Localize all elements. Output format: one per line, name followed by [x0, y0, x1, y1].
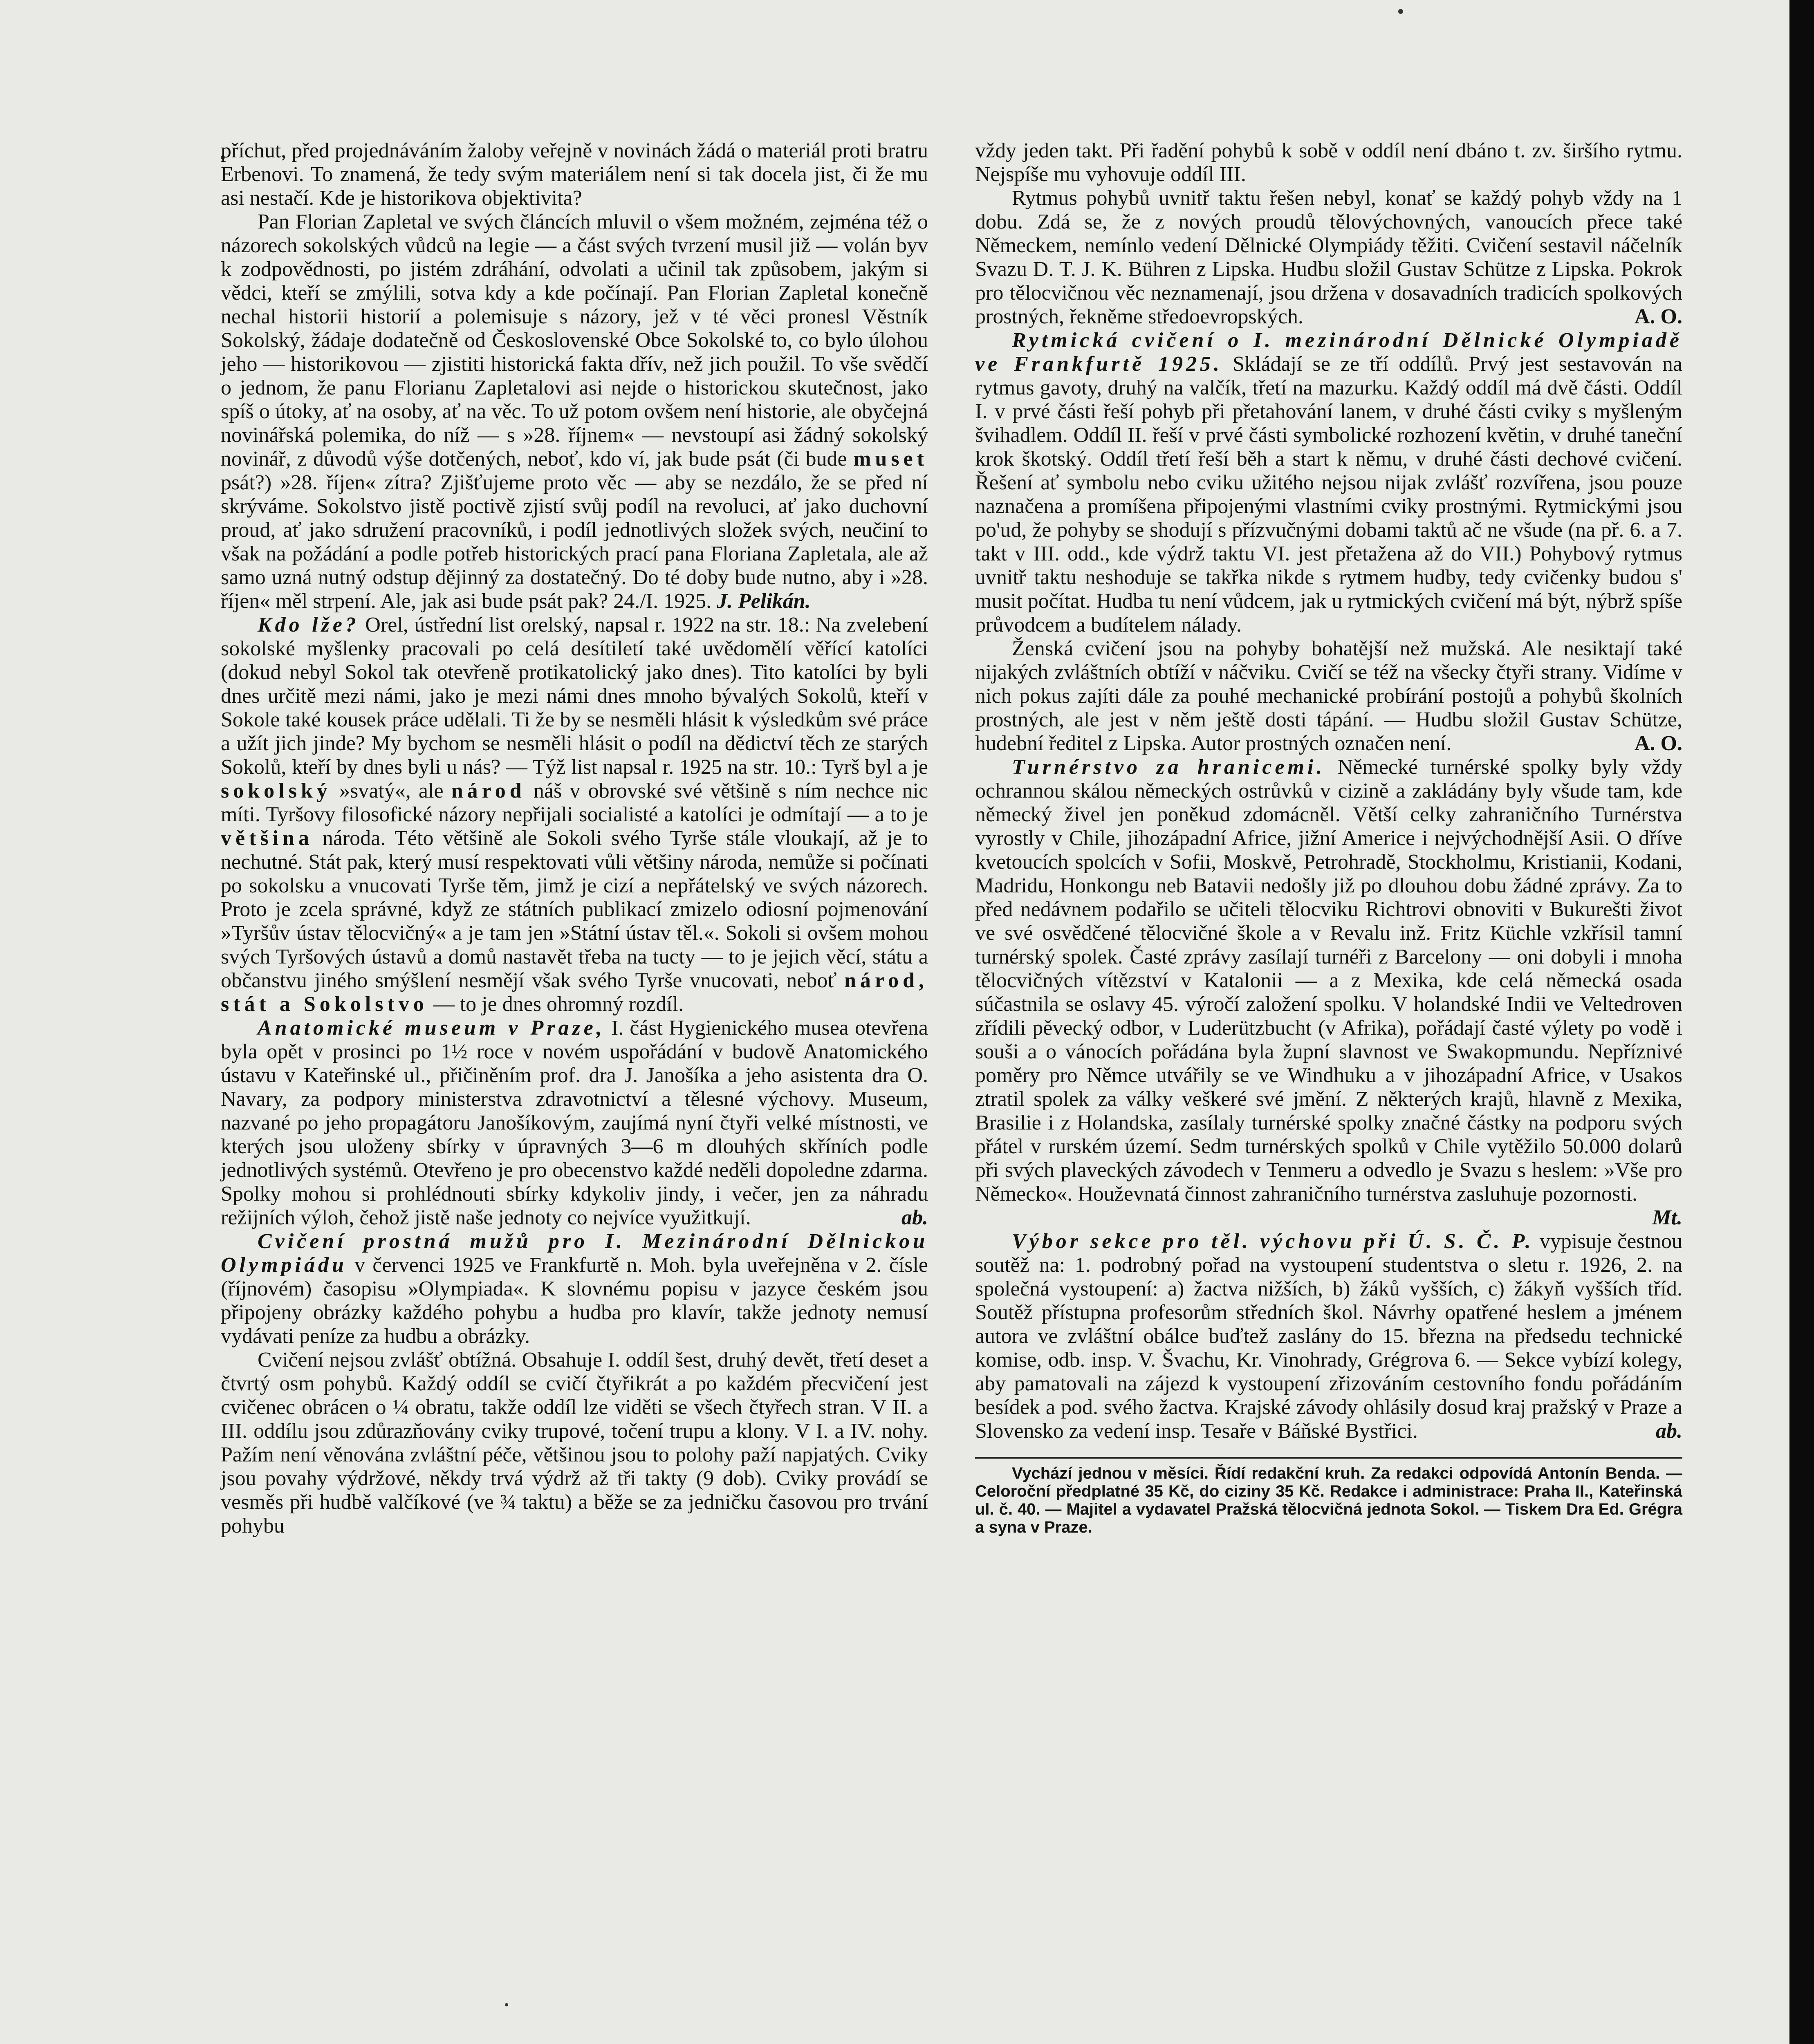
right-column [975, 139, 1682, 1536]
text-run: v červenci 1925 ve Frankfurtě n. Moh. byla uveřejněna v 2. čísle (říjnovém) časopisu »Olympiada«. K slovnému popisu v jazyce českém jsou připojeny obrázky každého pohybu a hudba pro klavír, takže jednoty nemusí vydávati peníze za hudbu a obrázky. [221, 1253, 928, 1348]
scan-speck [505, 2003, 508, 2006]
left-column [221, 139, 928, 1538]
article-heading: Cvičení prostná mužů pro I. Mezinárodní Dělnickou Olympiádu [221, 1230, 928, 1277]
text-run: Ženská cvičení jsou na pohyby bohatější než mužská. Ale nesiktají také nijakých zvláštních obtíží v náčviku. Cvičí se též na všecky čtyři strany. Vidíme v nich pokus zajíti dále za pouhé mechanické probírání postojů a pohybů školních prostných, ale jest v něm ještě dosti tápání. — Hudbu složil Gustav Schütze, hudební ředitel z Lipska. Autor prostných označen není. [975, 637, 1682, 755]
paragraph [221, 1016, 928, 1230]
paragraph: příchut, před projednáváním žaloby veřejně v novinách žádá o materiál proti bratru Erbenovi. To znamená, že tedy svým materiálem není si tak docela jist, či že mu asi nestačí. Kde je historikova objektivita? [221, 139, 928, 210]
text-run: vypisuje čestnou soutěž na: 1. podrobný pořad na vystoupení studentstva o sletu r. 1926, 2. na společná vystoupení: a) žactva nižších, b) žáků vyšších, c) žákyň vyšších tříd. Soutěž přístupna profesorům středních škol. Návrhy opatřené heslem a jménem autora ve zvláštní obálce buďtež zaslány do 15. března na předsedu technické komise, odb. insp. V. Švachu, Kr. Vinohrady, Grégrova 6. — Sekce vybízí kolegy, aby pamatovali na zájezd k vystoupení zřizováním cestovního fondu pořádáním besídek a pod. svého žactva. Krajské závody ohlásily dosud kraj pražský v Praze a Slovensko za vedení insp. Tesaře v Báňské Bystřici. [975, 1230, 1683, 1443]
author-signature: A. O. [1635, 305, 1682, 328]
publication-imprint: Vychází jednou v měsíci. Řídí redakční kruh. Za redakci odpovídá Antonín Benda. — Celoroční předplatné 35 Kč, do ciziny 35 Kč. Redakce i administrace: Praha II., Kateřinská ul. č. 40. — Majitel a vydavatel Pražská tělocvičná jednota Sokol. — Tiskem Dra Ed. Grégra a syna v Praze. [975, 1464, 1682, 1536]
text-run: Skládají se ze tří oddílů. Prvý jest sestavován na rytmus gavoty, druhý na valčík, třetí na mazurku. Každý oddíl má dvě části. Oddíl I. v prvé části řeší pohyb při přetahování lanem, v druhé části cviky s myšleným švihadlem. Oddíl II. řeší v prvé části symbolické rozhození květin, v druhé taneční krok škotský. Oddíl třetí řeší běh a start k němu, v druhé části dechové cvičení. Řešení ať symbolu nebo cviku užitého nejsou nijak zvlášť rozvířena, jsou pouze naznačena a promíšena připojenými vlastními cviky prostnými. Rytmickými jsou po'ud, že pohyby se shodují s přízvučnými dobami taktů ač ne všude (na př. 6. a 7. takt v III. odd., kde výdrž taktu VI. jest přetažena až do VII.) Pohybový rytmus uvnitř taktu neshoduje se takřka nikde s rytmem hudby, tedy cvičenky budou s' musit počítat. Hudba tu není vůdcem, jak u rytmických cvičení má být, nýbrž spíše průvodcem a budítelem nálady. [975, 352, 1682, 637]
emphasis: muset [853, 447, 928, 471]
emphasis: sokolský [221, 779, 332, 802]
emphasis: většina [221, 827, 313, 850]
text-run: náš v obrovské své většině s ním nechce nic míti. Tyršovy filosofické názory nepřijali socialisté a katolíci je odmítají — a to je [221, 779, 928, 826]
article-heading: Kdo lže? [258, 613, 359, 637]
paragraph [221, 1230, 928, 1348]
paragraph [221, 210, 928, 613]
text-run: I. část Hygienického musea otevřena byla opět v prosinci po 1½ roce v novém uspořádání v budově Anatomického ústavu v Kateřinské ul., přičiněním prof. dra J. Janošíka a jeho asistenta dra O. Navary, za podpory ministerstva zdravotnictví a tělesné výchovy. Museum, nazvané po jeho propagátoru Janošíkovým, zaujímá nyní čtyři velké místnosti, ve kterých jsou uloženy sbírky v úpravných 3—6 m dlouhých skříních podle jednotlivých systémů. Otevřeno je pro obecenstvo každé neděli dopoledne zdarma. Spolky mohou si prohlédnouti sbírky kdykoliv jindy, i večer, jen za náhradu režijních výloh, čehož jistě naše jednoty co nejvíce využitkují. [221, 1016, 928, 1229]
text-run: národa. Této většině ale Sokoli svého Tyrše stále vloukají, až je to nechutné. Stát pak, který musí respektovati vůli většiny národa, nemůže si počínati po sokolsku a vnucovati Tyrše těm, jimž je cizí a nepřátelský ve svých názorech. Proto je zcela správné, když ze státních publikací zmizelo odiosní pojmenování »Tyršův ústav tělocvičný« a je tam jen »Státní ústav těl.«. Sokoli si ovšem mohou svých Tyršových ústavů a domů nastavět třeba na tucty — to je jejich věcí, státu a občanstvu jiného smýšlení nesmějí však svého Tyrše vnucovati, neboť [221, 827, 928, 992]
paragraph [975, 329, 1682, 637]
text-run: Orel, ústřední list orelský, napsal r. 1922 na str. 18.: Na zvelebení sokolské myšlenky pracovali po celá desítiletí také uvědomělí věřící katolíci (dokud nebyl Sokol tak otevřeně protikatolický jako dnes). Tito katolíci by byli dnes určitě mezi námi, jako je mezi námi dnes mnoho bývalých Sokolů, kteří v Sokole také kousek práce udělali. Ti že by se nesměli hlásit k výsledkům své práce a užít jich jinde? My bychom se nesměli hlásit o podíl na dědictví těch ze starých Sokolů, kteří by dnes byli u nás? — Týž list napsal r. 1925 na str. 10.: Tyrš byl a je [221, 613, 928, 779]
text-run: Německé turnérské spolky byly vždy ochrannou skálou německých ostrůvků v cizině a zakládány byly všude tam, kde německý živel jen poněkud zdomácněl. Větší celky zahraničního Turnérstva vyrostly v Chile, jihozápadní Africe, jižní Americe i nejvýchodnější Asii. O dříve kvetoucích spolcích v Sofii, Moskvě, Petrohradě, Stockholmu, Kristianii, Kodani, Madridu, Honkongu neb Batavii nedošly již po dlouhou dobu žádné zprávy. Za to před nedávnem podařilo se učiteli tělocviku Richtrovi obnoviti v Bukurešti život ve své osvědčené tělocvičné škole a v Revalu inž. Fritz Küchle vzkřísil tamní turnérský spolek. Časté zprávy zasílají turnéři z Barcelony — oni dobyli i mnoha tělocvičných vítězství v Katalonii — a z Mexika, kde celá německá osada súčastnila se oslavy 45. výročí založení spolku. V holandské Indii ve Veltedroven zřídili pěvecký odbor, v Luderützbucht (v Afrika), pořádají časté výlety po vodě i souši a o vánocích pořádána byla župní slavnost ve Swakopmundu. Nepříznivé poměry pro Němce utvářily se ve Windhuku a v jihozápadní Africe, v Usakos ztratil spolek za války veškeré své jmění. Z některých krajů, hlavně z Mexika, Brasilie i z Holandska, zasílaly turnérské spolky značné částky na podporu svých přátel v rurském území. Sedm turnérských spolků v Chile vytěžilo 50.000 dolarů při svých plaveckých závodech v Tenmeru a odvedlo je Svazu s heslem: »Vše pro Německo«. Houževnatá činnost zahraničního turnérstva zasluhuje pozornosti. [975, 755, 1682, 1206]
paragraph [975, 755, 1682, 1229]
scan-speck [1398, 9, 1403, 14]
article-heading: Rytmická cvičení o I. mezinárodní Dělnické Olympiadě ve Frankfurtě 1925. [975, 329, 1682, 376]
emphasis: národ [451, 779, 526, 802]
text-run: psát?) »28. říjen« zítra? Zjišťujeme proto věc — aby se nezdálo, že se před ní skrýváme. Sokolstvo jistě poctivě zjistí svůj podíl na revoluci, ať jako duchovní proud, ať jako sdružení pracovníků, i podíl jednotlivých složek svých, neučiní to však na požádání a podle potřeb historických prací pana Floriana Zapletala, ale až samo uzná nutný odstup dějinný za dostatečný. Do té doby bude nutno, aby i »28. říjen« měl strpení. Ale, jak asi bude psát pak? 24./I. 1925. [221, 471, 928, 613]
text-run: — to je dnes ohromný rozdíl. [428, 993, 684, 1016]
paragraph [975, 186, 1682, 329]
paragraph [221, 613, 928, 1016]
article-heading: Turnérstvo za hranicemi. [1012, 755, 1325, 779]
paragraph: vždy jeden takt. Při řadění pohybů k sobě v oddíl není dbáno t. zv. širšího rytmu. Nejspíše mu vyhovuje oddíl III. [975, 139, 1682, 186]
article-heading: Výbor sekce pro těl. výchovu při Ú. S. Č. P. [1012, 1230, 1534, 1253]
emphasis: národ, stát a Sokolstvo [221, 969, 928, 1016]
author-signature: ab. [1656, 1419, 1682, 1443]
author-signature: J. Pelikán. [717, 589, 811, 613]
imprint-rule [975, 1457, 1682, 1459]
author-signature: Mt. [1652, 1206, 1682, 1229]
paragraph: Cvičení nejsou zvlášť obtížná. Obsahuje I. oddíl šest, druhý devět, třetí deset a čtvrtý osm pohybů. Každý oddíl se cvičí čtyřikrát a po každém přecvičení jest cvičenec obrácen o ¼ obratu, takže oddíl lze viděti se všech čtyřech stran. V II. a III. oddílu jsou zdůrazňovány cviky trupové, točení trupu a klony. V I. a IV. nohy. Pažím není věnována zvláštní péče, většinou jsou to polohy paží napjatých. Cviky jsou povahy výdržové, někdy trvá výdrž až tři takty (9 dob). Cviky provádí se vesměs při hudbě valčíkové (ve ¾ taktu) a běže se za jedničku časovou pro trvání pohybu [221, 1348, 928, 1537]
text-run: Pan Florian Zapletal ve svých článcích mluvil o všem možném, zejména též o názorech sokolských vůdců na legie — a část svých tvrzení musil již — volán byv k zodpovědnosti, po jistém zdráhání, odvolati a učinil tak způsobem, jakým si vědci, kteří se zmýlili, sotva kdy a kde počínají. Pan Florian Zapletal konečně nechal historii historií a polemisuje s názory, jež v té věci pronesl Věstník Sokolský, žádaje dodatečně od Československé Obce Sokolské to, co bylo úlohou jeho — historikovou — zjistiti historická fakta dřív, než jich použil. To vše svědčí o jednom, že panu Florianu Zapletalovi asi nejde o historickou skutečnost, jako spíš o útoky, ať na osoby, ať na věc. To už potom ovšem není historie, ale obyčejná novinářská polemika, do níž — s »28. říjnem« — nevstoupí asi žádný sokolský novinář, z důvodů výše dotčených, neboť, kdo ví, jak bude psát (či bude [221, 210, 928, 471]
text-run: »svatý«, ale [331, 779, 451, 802]
author-signature: ab. [901, 1206, 928, 1229]
paragraph [975, 637, 1682, 755]
paragraph [975, 1230, 1682, 1443]
text-run: Rytmus pohybů uvnitř taktu řešen nebyl, konať se každý pohyb vždy na 1 dobu. Zdá se, že z nových proudů tělovýchovných, vanoucích přece také Německem, nemínlo vedení Dělnické Olympiády těžiti. Cvičení sestavil náčelník Svazu D. T. J. K. Bühren z Lipska. Hudbu složil Gustav Schütze z Lipska. Pokrok pro tělocvičnou věc neznamenají, jsou držena v dosavadních tradicích spolkových prostných, řekněme středoevropských. [975, 186, 1682, 328]
author-signature: A. O. [1635, 732, 1682, 755]
article-heading: Anatomické museum v Praze, [258, 1016, 605, 1040]
